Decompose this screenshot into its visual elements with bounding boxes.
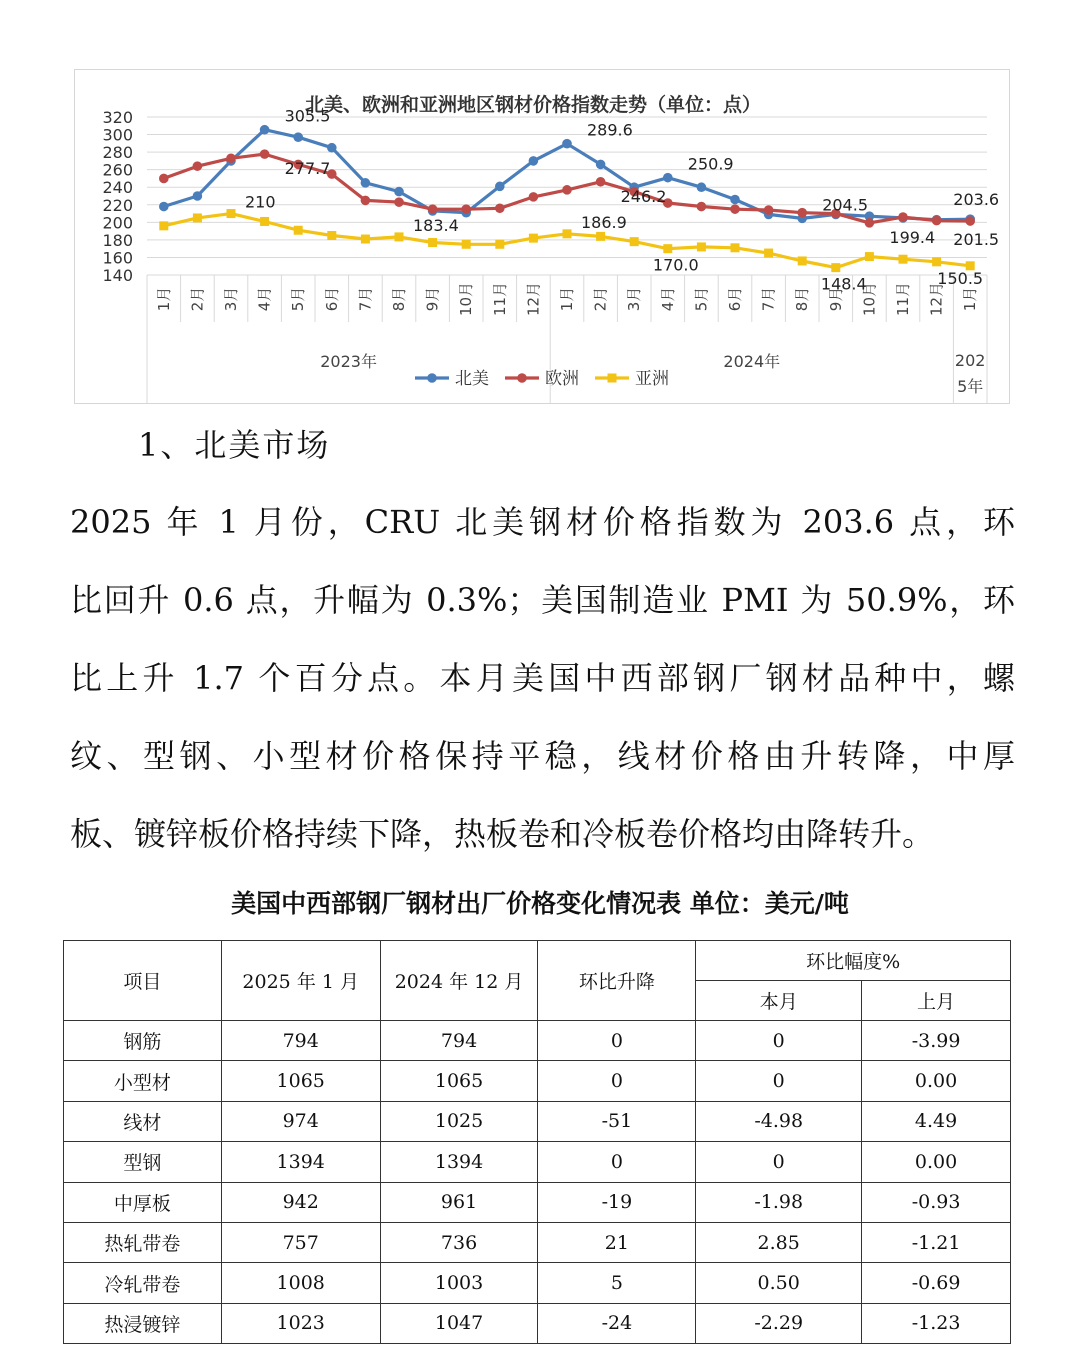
series-marker-欧洲: [495, 203, 505, 213]
x-tick-label: 2月: [591, 286, 610, 312]
x-tick-label: 8月: [793, 286, 812, 312]
series-marker-北美: [596, 160, 606, 170]
year-label: 2023年: [320, 352, 377, 371]
paragraph-line: 纹、型钢、小型材价格保持平稳，线材价格由升转降，中厚: [70, 737, 1015, 775]
chart-title: 北美、欧洲和亚洲地区钢材价格指数走势（单位：点）: [304, 94, 762, 116]
x-tick-label: 3月: [625, 286, 644, 312]
steel-price-chart: [74, 69, 1010, 404]
row-pct-last: 0.00: [862, 1142, 1011, 1182]
data-label: 277.7: [284, 159, 331, 179]
data-label: 305.5: [284, 106, 331, 126]
row-pct-last: -0.93: [862, 1182, 1011, 1222]
series-marker-欧洲: [932, 216, 942, 226]
series-marker-欧洲: [965, 216, 975, 226]
legend-label: 欧洲: [545, 369, 579, 389]
year-label-part: 202: [954, 351, 986, 370]
y-tick-label: 260: [102, 160, 133, 180]
x-tick-label: 12月: [524, 281, 543, 317]
table-row: [64, 1182, 1011, 1222]
x-tick-label: 4月: [255, 286, 274, 312]
row-previous: 736: [380, 1222, 538, 1262]
x-tick-label: 1月: [558, 286, 576, 312]
data-label: 201.5: [953, 230, 1000, 250]
series-marker-北美: [159, 202, 169, 212]
series-marker-亚洲: [798, 256, 807, 265]
row-change: -19: [538, 1182, 696, 1222]
series-marker-欧洲: [461, 204, 471, 214]
row-item: 线材: [64, 1101, 222, 1141]
header-pct-group: 环比幅度%: [696, 941, 1011, 981]
row-pct-this: 0: [696, 1021, 862, 1061]
row-change: 21: [538, 1222, 696, 1262]
header-change: 环比升降: [538, 941, 696, 1021]
series-marker-欧洲: [764, 205, 774, 215]
series-marker-北美: [327, 143, 337, 153]
header-pct-this: 本月: [696, 981, 862, 1021]
series-marker-欧洲: [361, 196, 371, 206]
series-marker-欧洲: [596, 177, 606, 187]
legend-marker: [608, 374, 617, 383]
x-tick-label: 3月: [222, 286, 240, 312]
series-marker-欧洲: [226, 153, 236, 163]
row-pct-this: -2.29: [696, 1303, 862, 1343]
series-marker-北美: [293, 132, 303, 142]
x-tick-label: 1月: [961, 286, 980, 312]
data-label: 203.6: [953, 190, 1000, 210]
row-current: 1008: [221, 1263, 380, 1303]
row-previous: 1394: [380, 1142, 538, 1182]
section-heading: 1、北美市场: [138, 426, 331, 464]
x-tick-label: 9月: [423, 286, 442, 312]
x-tick-label: 11月: [894, 281, 912, 317]
row-item: 中厚板: [64, 1182, 222, 1222]
row-item: 冷轧带卷: [64, 1263, 222, 1303]
series-marker-亚洲: [260, 217, 269, 226]
row-pct-this: 2.85: [696, 1222, 862, 1262]
paragraph-line: 比上升 1.7 个百分点。本月美国中西部钢厂钢材品种中，螺: [70, 659, 1015, 697]
series-marker-欧洲: [562, 185, 572, 195]
x-tick-label: 4月: [658, 286, 677, 312]
table-caption: 美国中西部钢厂钢材出厂价格变化情况表 单位：美元/吨: [231, 889, 849, 918]
series-marker-亚洲: [462, 240, 471, 249]
y-tick-label: 200: [102, 213, 133, 233]
y-tick-label: 180: [102, 230, 133, 250]
row-current: 1023: [221, 1303, 380, 1343]
series-marker-亚洲: [193, 213, 202, 222]
series-marker-亚洲: [395, 232, 404, 241]
legend-marker: [427, 373, 437, 383]
series-marker-北美: [361, 178, 371, 188]
y-tick-label: 240: [102, 178, 133, 198]
row-change: -24: [538, 1303, 696, 1343]
row-change: 0: [538, 1142, 696, 1182]
table-row: [64, 1263, 1011, 1303]
data-label: 250.9: [687, 154, 734, 174]
y-tick-label: 320: [102, 108, 133, 127]
row-previous: 1047: [380, 1303, 538, 1343]
paragraph-line: 板、镀锌板价格持续下降，热板卷和冷板卷价格均由降转升。: [70, 815, 935, 853]
header-item: 项目: [64, 941, 222, 1021]
series-marker-亚洲: [361, 235, 370, 244]
x-tick-label: 8月: [390, 286, 408, 312]
series-marker-亚洲: [596, 232, 605, 241]
row-current: 757: [221, 1222, 380, 1262]
header-current: 2025 年 1 月: [221, 941, 380, 1021]
row-item: 热轧带卷: [64, 1222, 222, 1262]
row-item: 型钢: [64, 1142, 222, 1182]
row-pct-last: -3.99: [862, 1021, 1011, 1061]
x-tick-label: 5月: [289, 286, 308, 312]
row-change: 0: [538, 1021, 696, 1061]
x-tick-label: 7月: [759, 286, 778, 312]
row-pct-last: 0.00: [862, 1061, 1011, 1101]
row-pct-this: 0.50: [696, 1263, 862, 1303]
series-marker-北美: [495, 182, 505, 192]
series-marker-亚洲: [764, 249, 773, 258]
series-marker-北美: [260, 125, 270, 135]
series-marker-亚洲: [327, 231, 336, 240]
series-marker-亚洲: [227, 209, 236, 218]
series-marker-亚洲: [159, 221, 168, 230]
series-marker-欧洲: [697, 202, 707, 212]
series-marker-北美: [193, 191, 203, 201]
chart-canvas: [75, 70, 1011, 405]
table-header: [64, 941, 1011, 1021]
row-change: 5: [538, 1263, 696, 1303]
series-marker-亚洲: [932, 257, 941, 266]
y-tick-label: 160: [102, 248, 133, 268]
row-pct-last: 4.49: [862, 1101, 1011, 1141]
year-label-part: 5年: [957, 377, 984, 396]
chart-legend: [415, 369, 669, 389]
paragraph-line: 2025 年 1 月份，CRU 北美钢材价格指数为 203.6 点，环: [70, 503, 1015, 541]
row-current: 794: [221, 1021, 380, 1061]
price-table: [63, 940, 1011, 1344]
series-marker-亚洲: [529, 234, 538, 243]
table-body: [64, 1021, 1011, 1344]
y-tick-label: 280: [102, 143, 133, 163]
series-marker-亚洲: [428, 238, 437, 247]
row-pct-this: -4.98: [696, 1101, 862, 1141]
series-marker-亚洲: [899, 255, 908, 264]
row-previous: 1065: [380, 1061, 538, 1101]
series-marker-北美: [529, 156, 539, 166]
series-marker-欧洲: [529, 192, 539, 202]
row-pct-last: -1.23: [862, 1303, 1011, 1343]
table-row: [64, 1222, 1011, 1262]
row-previous: 794: [380, 1021, 538, 1061]
series-marker-欧洲: [865, 218, 875, 228]
series-marker-亚洲: [630, 237, 639, 246]
row-item: 钢筋: [64, 1021, 222, 1061]
series-marker-欧洲: [159, 174, 169, 184]
row-previous: 961: [380, 1182, 538, 1222]
series-marker-欧洲: [193, 161, 203, 171]
data-label: 170.0: [652, 255, 699, 275]
series-marker-亚洲: [831, 263, 840, 272]
data-label: 246.2: [620, 186, 667, 206]
y-tick-label: 140: [102, 266, 133, 285]
table-row: [64, 1142, 1011, 1182]
x-tick-label: 6月: [322, 286, 341, 312]
table-row: [64, 1061, 1011, 1101]
series-marker-亚洲: [495, 240, 504, 249]
x-tick-label: 11月: [490, 281, 509, 317]
series-marker-欧洲: [730, 204, 740, 214]
row-current: 942: [221, 1182, 380, 1222]
row-pct-this: -1.98: [696, 1182, 862, 1222]
series-marker-北美: [394, 187, 404, 197]
row-previous: 1003: [380, 1263, 538, 1303]
legend-label: 北美: [455, 369, 489, 389]
row-current: 1394: [221, 1142, 380, 1182]
data-label: 204.5: [822, 195, 869, 215]
row-pct-this: 0: [696, 1142, 862, 1182]
series-marker-亚洲: [865, 252, 874, 261]
data-label: 199.4: [889, 227, 936, 247]
x-tick-label: 2月: [188, 286, 207, 312]
series-line-亚洲: [164, 214, 970, 268]
header-previous: 2024 年 12 月: [380, 941, 538, 1021]
y-tick-label: 220: [102, 195, 133, 215]
series-marker-欧洲: [260, 149, 270, 159]
row-item: 小型材: [64, 1061, 222, 1101]
row-current: 974: [221, 1101, 380, 1141]
row-pct-this: 0: [696, 1061, 862, 1101]
data-label: 289.6: [587, 120, 633, 140]
series-marker-北美: [730, 195, 740, 205]
data-label: 183.4: [413, 215, 459, 235]
year-label: 2024年: [723, 352, 781, 371]
legend-label: 亚洲: [635, 369, 669, 389]
x-tick-label: 7月: [356, 286, 375, 312]
series-marker-亚洲: [294, 226, 303, 235]
table-row: [64, 1101, 1011, 1141]
series-marker-欧洲: [394, 197, 404, 207]
data-label: 148.4: [820, 274, 867, 294]
row-previous: 1025: [380, 1101, 538, 1141]
row-change: -51: [538, 1101, 696, 1141]
series-marker-欧洲: [797, 208, 807, 218]
series-marker-北美: [562, 139, 572, 149]
series-marker-北美: [663, 173, 673, 183]
row-pct-last: -1.21: [862, 1222, 1011, 1262]
x-tick-label: 9月: [826, 286, 845, 312]
data-label: 150.5: [937, 268, 984, 288]
series-marker-亚洲: [663, 244, 672, 253]
x-tick-label: 10月: [457, 281, 476, 317]
x-tick-label: 1月: [154, 286, 173, 312]
paragraph-line: 比回升 0.6 点，升幅为 0.3%；美国制造业 PMI 为 50.9%，环: [70, 581, 1015, 619]
data-label: 186.9: [581, 212, 627, 232]
x-tick-label: 10月: [860, 281, 879, 317]
series-marker-欧洲: [428, 204, 438, 214]
y-tick-label: 300: [102, 125, 133, 145]
row-current: 1065: [221, 1061, 380, 1101]
row-change: 0: [538, 1061, 696, 1101]
header-pct-last: 上月: [862, 981, 1011, 1021]
row-pct-last: -0.69: [862, 1263, 1011, 1303]
series-marker-北美: [697, 182, 707, 192]
row-item: 热浸镀锌: [64, 1303, 222, 1343]
series-marker-亚洲: [731, 243, 740, 252]
table-row: [64, 1303, 1011, 1343]
series-marker-亚洲: [697, 242, 706, 251]
legend-marker: [517, 373, 527, 383]
x-tick-label: 6月: [726, 286, 744, 312]
series-marker-欧洲: [898, 212, 908, 222]
data-label: 210: [245, 192, 276, 212]
x-tick-label: 5月: [692, 286, 711, 312]
section-paragraph: [70, 483, 1015, 873]
table-row: [64, 1021, 1011, 1061]
series-marker-亚洲: [563, 229, 572, 238]
x-tick-label: 12月: [927, 281, 946, 317]
